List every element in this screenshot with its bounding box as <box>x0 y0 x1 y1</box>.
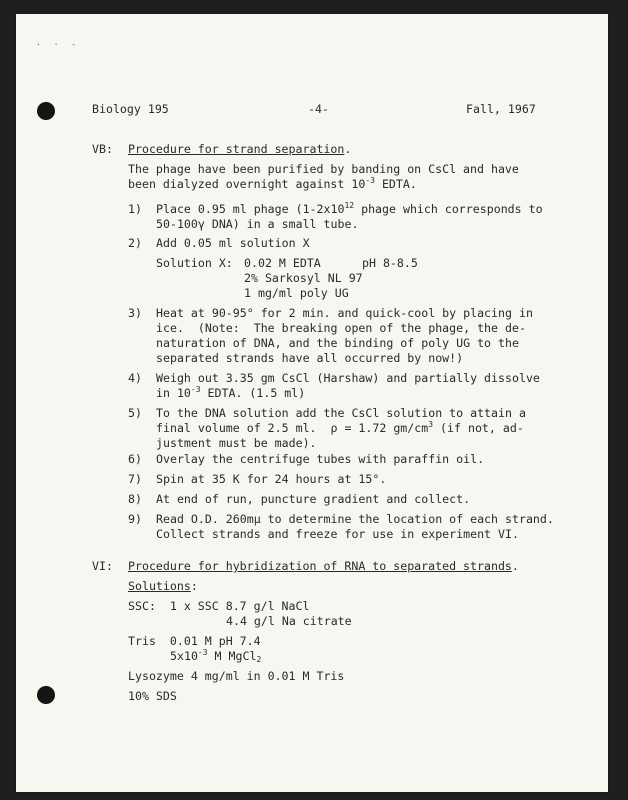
step-5-line2: final volume of 2.5 ml. ρ = 1.72 $gm/cm^3$ (if not, ad- <box>156 420 524 435</box>
step-4-line2: in $10^{-3}$ EDTA. (1.5 ml) <box>156 385 306 400</box>
solution-x-label: Solution X: <box>156 256 233 270</box>
step-3-line2: ice. (Note: The breaking open of the phage, the de- <box>156 321 526 335</box>
step-number: 5) <box>128 406 142 420</box>
step-9-line1: Read O.D. 260mμ to determine the location of each strand. <box>156 512 554 526</box>
section-v-intro-line1: The phage have been purified by banding on CsCl and have <box>128 162 519 176</box>
section-vi-title: Procedure for hybridization of RNA to separated strands. <box>128 559 519 573</box>
header-course: Biology 195 <box>92 102 169 116</box>
step-3-line4: separated strands have all occurred by now!) <box>156 351 464 365</box>
sds-line: 10% SDS <box>128 689 177 703</box>
step-number: 1) <box>128 202 142 216</box>
step-4-line1: Weigh out 3.35 gm CsCl (Harshaw) and partially dissolve <box>156 371 540 385</box>
solution-x-ph: pH 8-8.5 <box>362 256 418 270</box>
lysozyme-line: Lysozyme 4 mg/ml in 0.01 M Tris <box>128 669 345 683</box>
step-number: 4) <box>128 371 142 385</box>
section-vi-number: VI: <box>92 559 113 573</box>
section-v-intro-line2: been dialyzed overnight against $10^{-3}$ EDTA. <box>128 176 417 191</box>
step-number: 8) <box>128 492 142 506</box>
step-3-line3: naturation of DNA, and the binding of poly UG to the <box>156 336 519 350</box>
punch-hole-top <box>37 102 55 120</box>
step-1-line2: 50-100γ DNA) in a small tube. <box>156 217 359 231</box>
document-page <box>16 14 608 792</box>
step-5-line3: justment must be made). <box>156 436 317 450</box>
header-term: Fall, 1967 <box>466 102 536 116</box>
section-v-title: Procedure for strand separation. <box>128 142 352 156</box>
solution-x-edta: 0.02 M EDTA <box>244 256 321 270</box>
tris-line2: $5x10^{-3}$ M MgCl$_2$ <box>170 648 262 664</box>
step-5-line1: To the DNA solution add the CsCl solution to attain a <box>156 406 526 420</box>
step-number: 9) <box>128 512 142 526</box>
step-9-line2: Collect strands and freeze for use in experiment VI. <box>156 527 519 541</box>
solutions-heading: Solutions: <box>128 579 198 593</box>
step-number: 3) <box>128 306 142 320</box>
tris-line1: Tris 0.01 M pH 7.4 <box>128 634 261 648</box>
ssc-line1: SSC: 1 x SSC 8.7 g/l NaCl <box>128 599 310 613</box>
solution-x-sarkosyl: 2% Sarkosyl NL 97 <box>244 271 363 285</box>
solution-x-poly-ug: 1 mg/ml poly UG <box>244 286 349 300</box>
punch-hole-bottom <box>37 686 55 704</box>
step-number: 7) <box>128 472 142 486</box>
step-7-line1: Spin at 35 K for 24 hours at 15°. <box>156 472 387 486</box>
step-number: 2) <box>128 236 142 250</box>
step-2-line1: Add 0.05 ml solution X <box>156 236 310 250</box>
step-6-line1: Overlay the centrifuge tubes with paraffin oil. <box>156 452 485 466</box>
step-8-line1: At end of run, puncture gradient and collect. <box>156 492 471 506</box>
paper-specks: · · - <box>36 40 81 49</box>
section-v-number: VB: <box>92 142 113 156</box>
step-1-line1: Place 0.95 ml phage ($1-2x10^{12}$ phage which corresponds to <box>156 201 543 216</box>
header-page-number: -4- <box>308 102 329 116</box>
ssc-line2: 4.4 g/l Na citrate <box>226 614 352 628</box>
step-number: 6) <box>128 452 142 466</box>
step-3-line1: Heat at 90-95° for 2 min. and quick-cool by placing in <box>156 306 533 320</box>
